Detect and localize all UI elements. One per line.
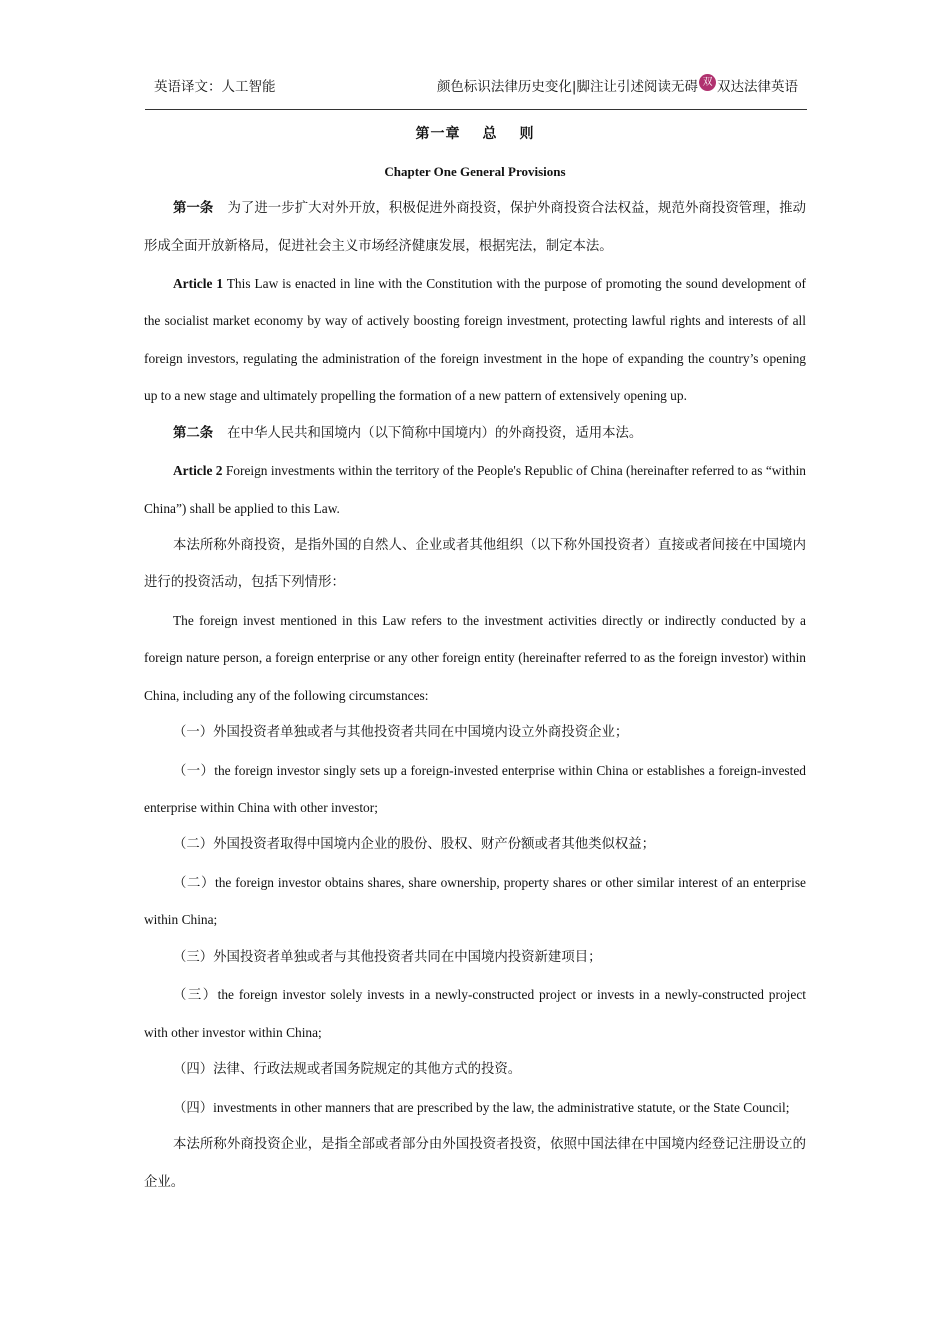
page-header (145, 72, 807, 100)
item-1-en: （一）the foreign investor singly sets up a foreign-invested enterprise within China or establishes a foreign-invested enterprise within China with other investor; (144, 762, 806, 816)
chapter-title-cn (144, 116, 806, 153)
chapter-number-cn: 第一章 (415, 126, 461, 142)
chapter-word-2: 则 (519, 126, 535, 142)
article-2-en (144, 452, 806, 527)
article-2-cn-text: 在中华人民共和国境内（以下简称中国境内）的外商投资，适用本法。 (227, 425, 643, 441)
item-3-en: （三）the foreign investor solely invests in a newly-constructed project or invests in a newly-constructed project with other investor within China; (144, 987, 806, 1040)
chapter-title-en: Chapter One General Provisions (384, 164, 566, 179)
article-1-cn (144, 190, 806, 265)
article-1-cn-label: 第一条 (173, 201, 214, 216)
article-1-en-text: This Law is enacted in line with the Constitution with the purpose of promoting the sound development of the socialist market economy by way of actively boosting foreign investment, protecting lawful rights and interests of all foreign investors, regulating the administration of the foreign investment in the hope of expanding the country’s opening up to a new stage and ultimately propelling the formation of a new pattern of extensively opening up. (144, 276, 806, 404)
article-2-cn (144, 415, 806, 453)
definition-cn: 本法所称外商投资，是指外国的自然人、企业或者其他组织（以下称外国投资者）直接或者间接在中国境内进行的投资活动，包括下列情形： (144, 537, 806, 591)
article-1-cn-text: 为了进一步扩大对外开放，积极促进外商投资，保护外商投资合法权益，规范外商投资管理，推动形成全面开放新格局，促进社会主义市场经济健康发展，根据宪法，制定本法。 (144, 201, 807, 254)
chapter-word-1: 总 (482, 126, 498, 142)
article-1-en (144, 265, 806, 415)
header-brand: 双达法律英语 (717, 79, 798, 95)
header-divider (145, 109, 807, 110)
article-2-en-text: Foreign investments within the territory of the People's Republic of China (hereinafter referred to as “within China”) shall be applied to this Law. (144, 463, 806, 516)
enterprise-definition-cn: 本法所称外商投资企业，是指全部或者部分由外国投资者投资，依照中国法律在中国境内经登记注册设立的企业。 (144, 1137, 806, 1190)
brand-logo-icon: 双 (699, 74, 716, 91)
article-2-en-label: Article 2 (173, 463, 223, 479)
document-body (144, 116, 806, 1201)
header-right (437, 75, 798, 95)
item-1-cn: （一）外国投资者单独或者与其他投资者共同在中国境内设立外商投资企业； (173, 725, 629, 741)
definition-en: The foreign invest mentioned in this Law refers to the investment activities directly or indirectly conducted by a foreign nature person, a foreign enterprise or any other foreign entity (hereinafter referred to as the foreign investor) within China, including any of the following circumstances: (144, 612, 806, 703)
item-4-cn: （四）法律、行政法规或者国务院规定的其他方式的投资。 (173, 1062, 522, 1078)
item-4-en: （四）investments in other manners that are prescribed by the law, the administrative statute, or the State Council; (173, 1099, 790, 1115)
article-1-en-label: Article 1 (173, 276, 224, 291)
header-left-text: 英语译文：人工智能 (154, 79, 276, 95)
article-2-cn-label: 第二条 (173, 425, 214, 441)
item-2-en: （二）the foreign investor obtains shares, share ownership, property shares or other similar interest of an enterprise within China; (144, 874, 806, 928)
header-slogan: 颜色标识法律历史变化|脚注让引述阅读无碍 (436, 79, 698, 95)
item-2-cn: （二）外国投资者取得中国境内企业的股份、股权、财产份额或者其他类似权益； (173, 837, 656, 853)
item-3-cn: （三）外国投资者单独或者与其他投资者共同在中国境内投资新建项目； (173, 949, 602, 965)
